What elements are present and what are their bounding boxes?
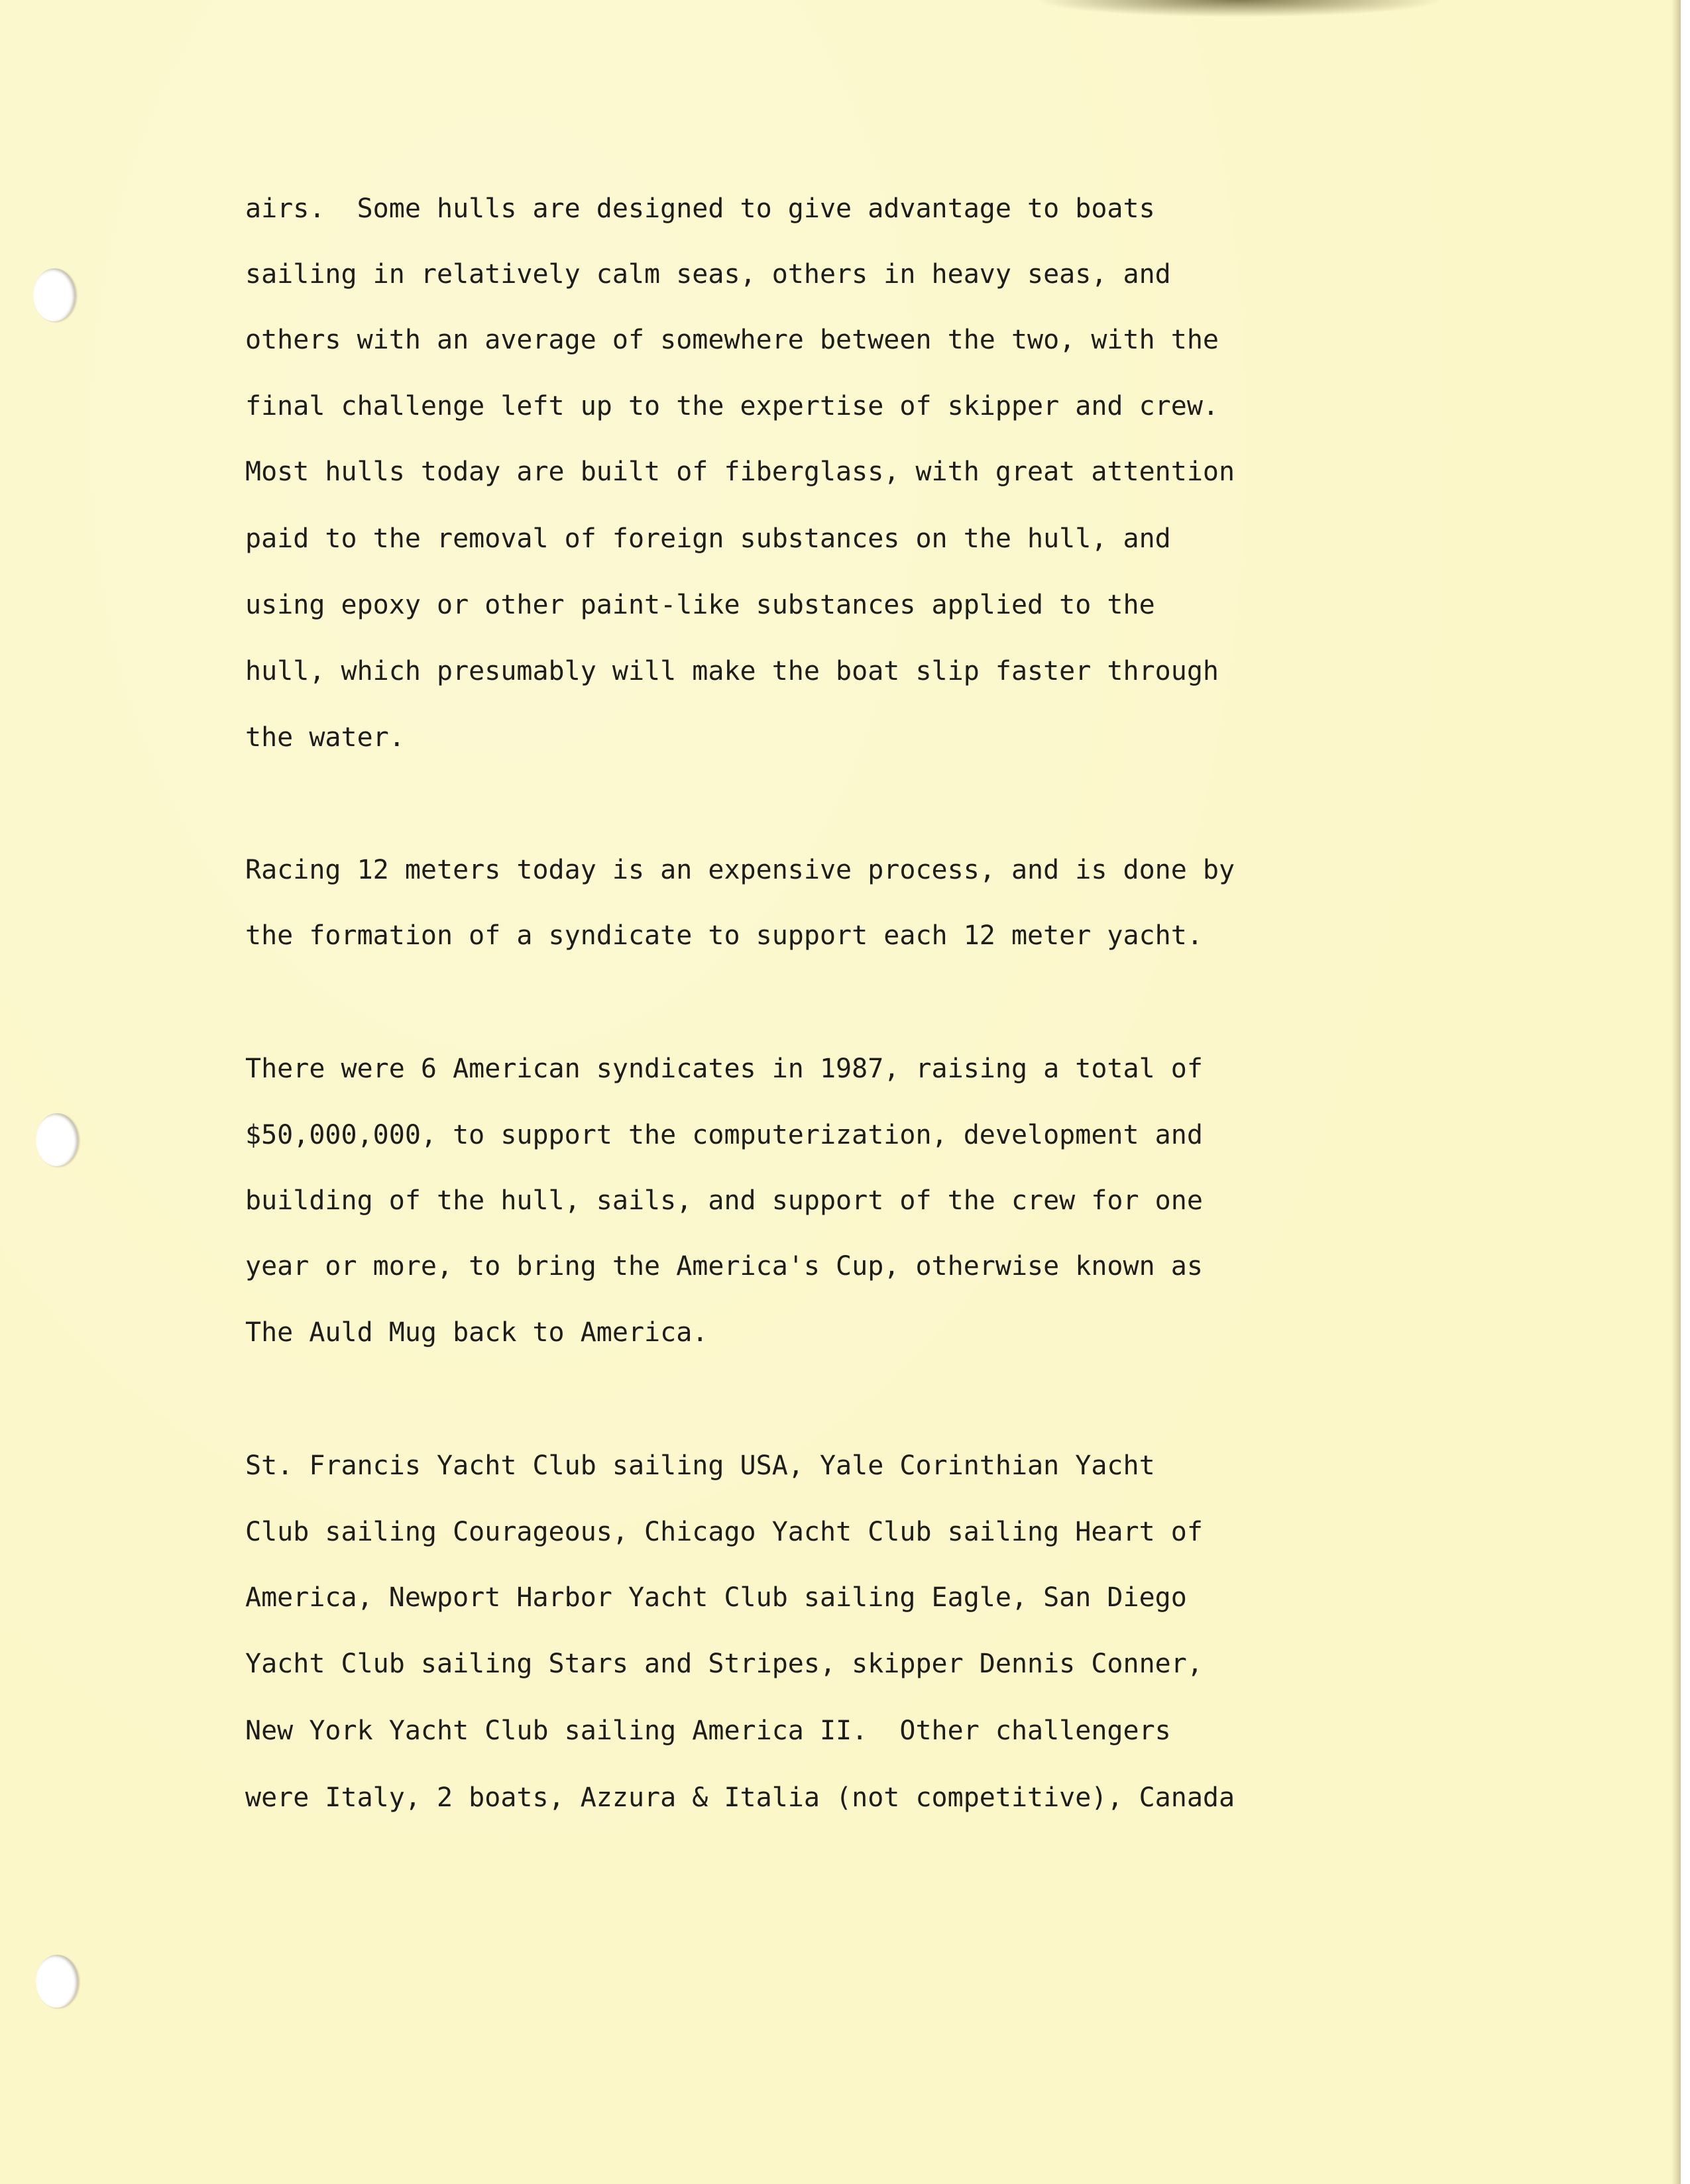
text-line: others with an average of somewhere between the two, with the xyxy=(245,325,1219,355)
page-edge-shadow xyxy=(1671,0,1681,2184)
text-line: The Auld Mug back to America. xyxy=(245,1317,708,1348)
text-line: New York Yacht Club sailing America II. Other challengers xyxy=(245,1716,1171,1746)
text-line: St. Francis Yacht Club sailing USA, Yale Corinthian Yacht xyxy=(245,1450,1155,1481)
binder-hole-middle xyxy=(36,1113,78,1166)
text-line: $50,000,000, to support the computerization, development and xyxy=(245,1120,1203,1150)
text-line: Club sailing Courageous, Chicago Yacht Club sailing Heart of xyxy=(245,1517,1203,1547)
text-line: America, Newport Harbor Yacht Club sailing Eagle, San Diego xyxy=(245,1582,1187,1613)
text-line: building of the hull, sails, and support of the crew for one xyxy=(245,1185,1203,1216)
binder-hole-top xyxy=(33,268,76,321)
text-line: Most hulls today are built of fiberglass, with great attention xyxy=(245,457,1235,487)
typed-body-text xyxy=(245,192,1637,1813)
text-line: the water. xyxy=(245,722,405,753)
text-line: year or more, to bring the America's Cup, otherwise known as xyxy=(245,1251,1203,1282)
text-line: hull, which presumably will make the boat slip faster through xyxy=(245,656,1219,686)
page-smudge xyxy=(1034,0,1445,17)
text-line: final challenge left up to the expertise of skipper and crew. xyxy=(245,391,1219,421)
text-line: There were 6 American syndicates in 1987, raising a total of xyxy=(245,1054,1203,1084)
text-line: sailing in relatively calm seas, others in heavy seas, and xyxy=(245,259,1171,290)
text-line: were Italy, 2 boats, Azzura & Italia (not competitive), Canada xyxy=(245,1782,1235,1813)
text-line: airs. Some hulls are designed to give advantage to boats xyxy=(245,193,1155,224)
text-line: Racing 12 meters today is an expensive process, and is done by xyxy=(245,855,1235,885)
text-line: paid to the removal of foreign substances on the hull, and xyxy=(245,523,1171,554)
text-line: Yacht Club sailing Stars and Stripes, skipper Dennis Conner, xyxy=(245,1649,1203,1679)
text-line: the formation of a syndicate to support each 12 meter yacht. xyxy=(245,920,1203,951)
text-line: using epoxy or other paint-like substances applied to the xyxy=(245,590,1155,620)
binder-hole-bottom xyxy=(36,1955,78,2008)
